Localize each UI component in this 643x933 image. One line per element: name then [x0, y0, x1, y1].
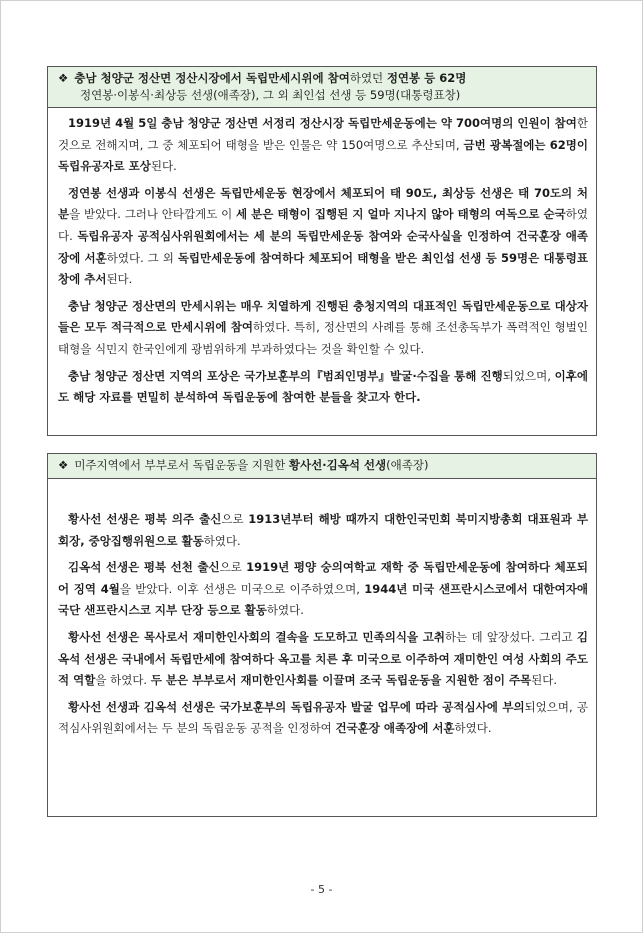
section-box-hwang-kim	[47, 453, 597, 817]
bold-text-run: 정연봉 등 62명	[386, 71, 467, 85]
bold-text-run: 1919년 4월 5일 충남 청양군 정산면 서정리 정산시장 독립만세운동에는 약 700여명의 인원이 참여	[68, 116, 577, 130]
bold-text-run: 1913년부터 해방 때까지 대한인국민회 북미지방총회 대표원과 부회장, 중앙집행위원으로 활동	[58, 512, 589, 548]
bold-text-run: 황사선 선생과 김옥석 선생은 국가보훈부의 독립유공자 발굴 업무에 따라 공적심사에 부의	[68, 699, 525, 714]
paragraph	[58, 183, 588, 291]
page-number: - 5 -	[310, 883, 333, 896]
text-run: 하였다.	[203, 533, 241, 548]
text-run: 되었으며, 공적심사위원회에서는 두 분의 독립운동 공적을 인정하여	[58, 699, 588, 736]
bold-text-run: 황사선 선생은 목사로서 재미한인사회의 결속을 도모하고 민족의식을 고취	[68, 629, 445, 644]
text-run: 을 하였다.	[95, 673, 151, 688]
bold-text-run: 세 분은 태형이 집행된 지 얼마 지나지 않아 태형의 여독으로 순국	[235, 207, 566, 222]
paragraph	[58, 509, 588, 552]
bold-text-run: 충남 청양군 정산면의 만세시위는 매우 치열하게 진행된 충청지역의 대표적인 독립만세운동으로 대상자들은 모두 적극적으로 만세시위에 참여	[58, 298, 588, 335]
bold-text-run: 김옥석 선생은 평북 선천 출신	[68, 560, 220, 575]
text-run: 하였다.	[58, 207, 588, 243]
section-body	[48, 108, 596, 409]
paragraph	[58, 296, 588, 361]
text-run: 하였다. 그 외	[106, 250, 178, 265]
bold-text-run: 건국훈장 애족장에 서훈	[335, 721, 455, 736]
text-run: 하였다.	[454, 721, 492, 736]
bold-text-run: 황사선·김옥석 선생	[288, 458, 387, 472]
bold-text-run: 두 분은 부부로서 재미한인사회를 이끌며 조국 독립운동을 지원한 점이 주목	[150, 673, 532, 688]
paragraph	[58, 366, 588, 409]
paragraph	[58, 627, 588, 692]
text-run: 되었으며,	[502, 368, 555, 383]
text-run: 하였다. 특히, 정산면의 사례를 통해 조선총독부가 폭력적인 형벌인 태형을 식민지 한국인에게 광범위하게 부과하였다는 것을 확인할 수 있다.	[58, 320, 588, 356]
text-run: (애족장)	[386, 458, 429, 472]
bold-text-run: 1919년 평양 숭의여학교 재학 중 독립만세운동에 참여하다 체포되어 징역 4월	[58, 560, 588, 596]
text-run: 하였던	[349, 71, 387, 85]
paragraph	[58, 557, 588, 622]
text-run: 으로	[221, 512, 249, 526]
text-run: 미주지역에서 부부로서 독립운동을 지원한	[74, 458, 289, 472]
bold-text-run: 독립만세운동에 참여하다 체포되어 태형을 받은 최인섭 선생 등 59명은 대통령표창에 추서	[58, 250, 588, 287]
text-run: 하였다.	[266, 603, 304, 618]
section-header	[48, 67, 596, 108]
bold-text-run: 금번 광복절에는 62명이 독립유공자로 포상	[58, 137, 588, 174]
diamond-bullet-icon: ❖	[58, 71, 69, 85]
text-run: 한 것으로 전해지며, 그 중 체포되어 태형을 받은 인물은 약 150여명으로 추산되며,	[58, 116, 588, 152]
diamond-bullet-icon: ❖	[58, 458, 69, 472]
text-run: 된다.	[150, 159, 177, 174]
text-run: 으로	[219, 560, 247, 575]
bold-text-run: 1944년 미국 샌프란시스코에서 대한여자애국단 샌프란시스코 지부 단장 등으로 활동	[58, 581, 588, 618]
text-run: 하는 데 앞장섰다. 그리고	[444, 629, 577, 644]
text-run: 을 받았다. 그러나 안타깝게도 이	[69, 207, 236, 222]
bold-text-run: 이후에도 해당 자료를 면밀히 분석하여 독립운동에 참여한 분들을 찾고자 한다.	[58, 368, 588, 405]
bold-text-run: 독립유공자 공적심사위원회에서는 세 분의 독립만세운동 참여와 순국사실을 인정하여 건국훈장 애족장에 서훈	[58, 228, 589, 265]
section-box-jeongsan	[47, 66, 597, 436]
bold-text-run: 황사선 선생은 평북 의주 출신	[68, 512, 222, 526]
bold-text-run: 충남 청양군 정산면 지역의 포상은 국가보훈부의『범죄인명부』발굴·수집을 통해 진행	[68, 368, 503, 383]
paragraph	[58, 697, 588, 740]
section-body	[48, 479, 596, 740]
text-run: 된다.	[531, 673, 558, 688]
text-run: 된다.	[106, 272, 133, 287]
paragraph	[58, 113, 588, 178]
bold-text-run: 정연봉 선생과 이봉식 선생은 독립만세운동 현장에서 체포되어 태 90도, 최상등 선생은 태 70도의 처분	[58, 185, 588, 222]
section-title	[58, 70, 588, 87]
section-header	[48, 454, 596, 479]
section-subtitle: 정연봉·이봉식·최상등 선생(애족장), 그 외 최인섭 선생 등 59명(대통령표창)	[80, 88, 461, 102]
text-run: 을 받았다. 이후 선생은 미국으로 이주하였으며,	[119, 581, 365, 596]
section-title	[58, 457, 588, 474]
bold-text-run: 김옥석 선생은 국내에서 독립만세에 참여하다 옥고를 치른 후 미국으로 이주하여 재미한인 여성 사회의 주도적 역할	[58, 629, 588, 688]
bold-text-run: 충남 청양군 정산면 정산시장에서 독립만세시위에 참여	[74, 71, 350, 85]
